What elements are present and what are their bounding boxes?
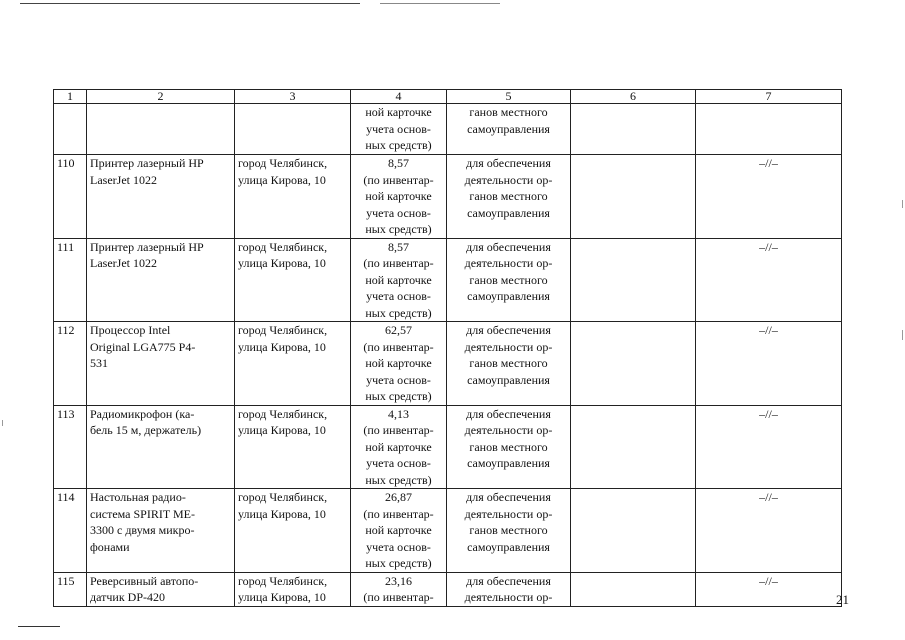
item-purpose-line: деятельности ор-	[464, 423, 553, 437]
continuation-row	[54, 104, 842, 155]
item-purpose-line: для обеспечения	[466, 573, 551, 588]
item-address-line: город Челябинск,	[238, 490, 328, 504]
scan-artifact-mark	[902, 200, 903, 208]
item-value-line: 26,87	[385, 490, 412, 504]
item-name-line: Процессор Intel	[90, 323, 171, 337]
item-name-line: Принтер лазерный HP	[90, 239, 204, 254]
item-ditto-mark: –//–	[696, 155, 842, 239]
cont-value-line: ных средств)	[365, 138, 432, 152]
item-name-line: система SPIRIT ME-	[90, 506, 195, 521]
item-ditto-mark: –//–	[696, 322, 842, 406]
row-number: 112	[54, 322, 87, 406]
item-purpose-line: ганов местного	[469, 272, 548, 287]
item-value-line: (по инвентар-	[363, 590, 434, 604]
item-purpose-line: для обеспечения	[466, 156, 551, 170]
item-purpose-line: деятельности ор-	[464, 590, 553, 604]
item-purpose	[447, 572, 571, 606]
header-col-5: 5	[447, 90, 571, 104]
item-purpose	[447, 405, 571, 489]
item-address	[235, 572, 351, 606]
item-purpose-line: самоуправления	[467, 372, 550, 387]
item-purpose-line: деятельности ор-	[464, 256, 553, 270]
item-purpose-line: для обеспечения	[466, 406, 551, 421]
table-row	[54, 489, 842, 573]
cont-value-line: учета основ-	[366, 121, 431, 136]
item-purpose-line: ганов местного	[469, 523, 548, 537]
table-row	[54, 155, 842, 239]
item-address	[235, 489, 351, 573]
item-value-line: ной карточке	[365, 272, 432, 287]
item-value-line: 23,16	[385, 573, 412, 588]
item-ditto-mark: –//–	[696, 405, 842, 489]
table-row	[54, 322, 842, 406]
item-address-line: город Челябинск,	[238, 323, 328, 337]
item-value-line: (по инвентар-	[363, 423, 434, 437]
item-name	[87, 405, 235, 489]
item-value-line: 8,57	[388, 239, 409, 254]
header-col-4: 4	[351, 90, 447, 104]
header-col-1: 1	[54, 90, 87, 104]
item-purpose-line: самоуправления	[467, 539, 550, 554]
item-address	[235, 155, 351, 239]
item-address-line: город Челябинск,	[238, 406, 328, 421]
item-value-line: ных средств)	[365, 389, 432, 403]
property-table	[53, 89, 842, 607]
item-purpose-line: самоуправления	[467, 289, 550, 303]
item-name-line: Original LGA775 P4-	[90, 339, 196, 354]
item-purpose	[447, 322, 571, 406]
row-number: 114	[54, 489, 87, 573]
item-purpose	[447, 489, 571, 573]
row-number: 111	[54, 238, 87, 322]
item-name-line: Радиомикрофон (ка-	[90, 406, 195, 421]
item-name	[87, 238, 235, 322]
item-col6	[571, 155, 696, 239]
item-value	[351, 322, 447, 406]
scan-artifact-line	[18, 626, 60, 627]
item-col6	[571, 572, 696, 606]
item-purpose-line: ганов местного	[469, 439, 548, 454]
item-value	[351, 238, 447, 322]
item-purpose-line: самоуправления	[467, 456, 550, 470]
item-value-line: ных средств)	[365, 305, 432, 320]
item-purpose-line: деятельности ор-	[464, 506, 553, 521]
cont-num	[54, 104, 87, 155]
item-address-line: город Челябинск,	[238, 239, 328, 254]
item-name	[87, 489, 235, 573]
item-name-line: фонами	[90, 539, 130, 554]
item-col6	[571, 405, 696, 489]
cont-name	[87, 104, 235, 155]
row-number: 115	[54, 572, 87, 606]
cont-col6	[571, 104, 696, 155]
cont-value-line: ной карточке	[365, 105, 432, 119]
item-name	[87, 322, 235, 406]
item-name-line: бель 15 м, держатель)	[90, 423, 202, 437]
item-purpose-line: ганов местного	[469, 356, 548, 370]
item-address	[235, 238, 351, 322]
item-name-line: 3300 с двумя микро-	[90, 523, 195, 537]
item-value-line: 62,57	[385, 323, 412, 337]
row-number: 113	[54, 405, 87, 489]
header-col-3: 3	[235, 90, 351, 104]
item-value-line: ных средств)	[365, 222, 432, 236]
item-col6	[571, 238, 696, 322]
scan-artifact-mark	[2, 420, 3, 426]
item-name-line: Настольная радио-	[90, 490, 186, 504]
item-name-line: Принтер лазерный HP	[90, 156, 204, 170]
item-purpose	[447, 155, 571, 239]
table-row	[54, 405, 842, 489]
item-address-line: улица Кирова, 10	[238, 506, 326, 521]
item-ditto-mark: –//–	[696, 238, 842, 322]
cont-purpose-line: самоуправления	[467, 121, 550, 136]
item-value	[351, 572, 447, 606]
table-row	[54, 238, 842, 322]
item-value	[351, 155, 447, 239]
item-value-line: ной карточке	[365, 356, 432, 370]
item-value-line: ной карточке	[365, 189, 432, 203]
cont-purpose	[447, 104, 571, 155]
item-address-line: город Челябинск,	[238, 156, 328, 170]
item-purpose-line: для обеспечения	[466, 490, 551, 504]
item-ditto-mark: –//–	[696, 572, 842, 606]
item-value-line: (по инвентар-	[363, 506, 434, 521]
item-name-line: LaserJet 1022	[90, 256, 157, 270]
item-value-line: ной карточке	[365, 523, 432, 537]
item-name-line: датчик DP-420	[90, 590, 165, 604]
cont-col7	[696, 104, 842, 155]
item-value-line: ной карточке	[365, 439, 432, 454]
scan-artifact-line	[20, 3, 360, 4]
item-value-line: (по инвентар-	[363, 256, 434, 270]
table-row	[54, 572, 842, 606]
item-purpose-line: для обеспечения	[466, 239, 551, 254]
header-col-7: 7	[696, 90, 842, 104]
item-value-line: учета основ-	[366, 205, 431, 220]
header-col-6: 6	[571, 90, 696, 104]
item-value	[351, 405, 447, 489]
cont-purpose-line: ганов местного	[469, 105, 548, 119]
item-purpose-line: деятельности ор-	[464, 339, 553, 354]
item-address-line: улица Кирова, 10	[238, 172, 326, 187]
item-value-line: (по инвентар-	[363, 339, 434, 354]
cont-value	[351, 104, 447, 155]
item-value-line: 8,57	[388, 156, 409, 170]
row-number: 110	[54, 155, 87, 239]
item-value-line: (по инвентар-	[363, 172, 434, 187]
item-address	[235, 322, 351, 406]
cont-address	[235, 104, 351, 155]
item-value-line: учета основ-	[366, 539, 431, 554]
item-address-line: город Челябинск,	[238, 573, 328, 588]
item-value-line: ных средств)	[365, 472, 432, 487]
item-address-line: улица Кирова, 10	[238, 423, 326, 437]
item-address	[235, 405, 351, 489]
item-col6	[571, 489, 696, 573]
item-ditto-mark: –//–	[696, 489, 842, 573]
page-number: 21	[836, 592, 849, 607]
item-value-line: ных средств)	[365, 556, 432, 570]
item-purpose-line: для обеспечения	[466, 323, 551, 337]
scan-artifact-line	[380, 3, 500, 4]
item-value	[351, 489, 447, 573]
item-purpose-line: ганов местного	[469, 189, 548, 203]
item-name-line: LaserJet 1022	[90, 172, 157, 187]
item-value-line: учета основ-	[366, 372, 431, 387]
item-name-line: 531	[90, 356, 108, 370]
item-purpose-line: самоуправления	[467, 205, 550, 220]
item-name-line: Реверсивный автопо-	[90, 573, 199, 588]
item-purpose-line: деятельности ор-	[464, 172, 553, 187]
item-address-line: улица Кирова, 10	[238, 590, 326, 604]
item-value-line: 4,13	[388, 406, 409, 421]
column-number-header	[54, 90, 842, 104]
item-value-line: учета основ-	[366, 456, 431, 470]
item-name	[87, 572, 235, 606]
item-col6	[571, 322, 696, 406]
header-col-2: 2	[87, 90, 235, 104]
item-name	[87, 155, 235, 239]
item-address-line: улица Кирова, 10	[238, 339, 326, 354]
item-address-line: улица Кирова, 10	[238, 256, 326, 270]
item-value-line: учета основ-	[366, 289, 431, 303]
scan-artifact-mark	[902, 330, 903, 340]
item-purpose	[447, 238, 571, 322]
